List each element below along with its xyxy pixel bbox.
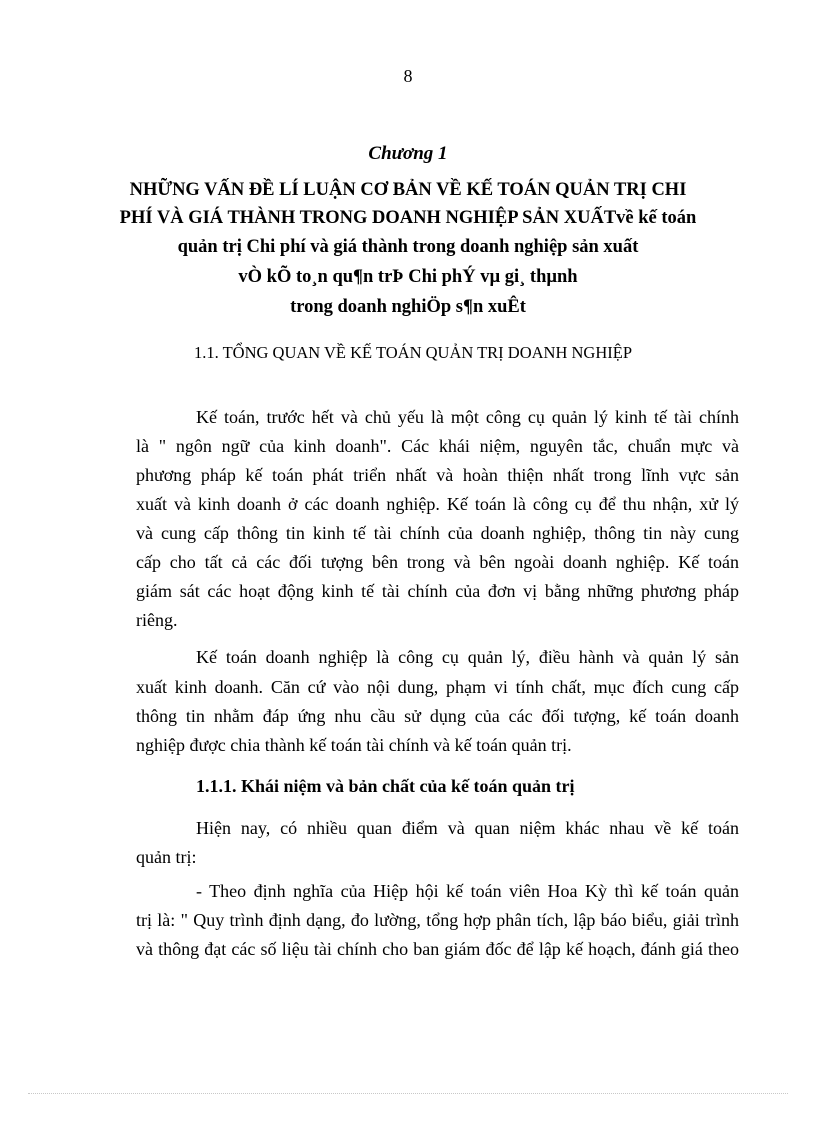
body-line: xuất kinh doanh. Căn cứ vào nội dung, phạm vi tính chất, mục đích cung cấp	[136, 677, 739, 697]
body-line: thông tin nhằm đáp ứng nhu cầu sử dụng của các đối tượng, kế toán doanh	[136, 706, 739, 726]
chapter-title-line: NHỮNG VẤN ĐỀ LÍ LUẬN CƠ BẢN VỀ KẾ TOÁN QUẢN TRỊ CHI	[129, 180, 687, 200]
chapter-title-line: quản trị Chi phí và giá thành trong doanh nghiệp sản xuất	[177, 237, 639, 257]
body-line: giám sát các hoạt động kinh tế tài chính của đơn vị bằng những phương pháp	[136, 581, 739, 601]
section-heading: 1.1. TỔNG QUAN VỀ KẾ TOÁN QUẢN TRỊ DOANH NGHIỆP	[194, 343, 633, 362]
body-line: quản trị:	[136, 847, 197, 867]
body-line: và thông đạt các số liệu tài chính cho ban giám đốc để lập kế hoạch, đánh giá theo	[136, 939, 739, 959]
body-line: riêng.	[136, 610, 178, 630]
footer-rule	[28, 1093, 788, 1094]
page-number: 8	[403, 66, 413, 86]
chapter-label: Chương 1	[368, 143, 448, 164]
chapter-title-line: vÒ kÕ to¸n qu¶n trÞ Chi phÝ vµ gi¸ thµnh	[238, 267, 578, 287]
body-line: Kế toán, trước hết và chủ yếu là một công cụ quản lý kinh tế tài chính	[196, 407, 739, 427]
subsection-heading: 1.1.1. Khái niệm và bản chất của kế toán quản trị	[196, 776, 575, 796]
body-line: và cung cấp thông tin kinh tế tài chính của doanh nghiệp, thông tin này cung	[136, 523, 739, 543]
body-line: nghiệp được chia thành kế toán tài chính và kế toán quản trị.	[136, 735, 572, 755]
body-line: - Theo định nghĩa của Hiệp hội kế toán viên Hoa Kỳ thì kế toán quản	[196, 881, 739, 901]
body-line: phương pháp kế toán phát triển nhất và hoàn thiện nhất trong lĩnh vực sản	[136, 465, 739, 485]
body-line: xuất và kinh doanh ở các doanh nghiệp. Kế toán là công cụ để thu nhận, xử lý	[136, 494, 739, 514]
chapter-title-line: PHÍ VÀ GIÁ THÀNH TRONG DOANH NGHIỆP SẢN XUẤTvề kế toán	[119, 208, 697, 228]
body-line: là " ngôn ngữ của kinh doanh". Các khái niệm, nguyên tắc, chuẩn mực và	[136, 436, 739, 456]
body-line: trị là: " Quy trình định dạng, đo lường, tổng hợp phân tích, lập báo biểu, giải trình	[136, 910, 739, 930]
body-line: Hiện nay, có nhiều quan điểm và quan niệm khác nhau về kế toán	[196, 818, 739, 838]
body-line: cấp cho tất cả các đối tượng bên trong và bên ngoài doanh nghiệp. Kế toán	[136, 552, 739, 572]
chapter-title-line: trong doanh nghiÖp s¶n xuÊt	[290, 297, 526, 317]
body-line: Kế toán doanh nghiệp là công cụ quản lý, điều hành và quản lý sản	[196, 647, 739, 667]
